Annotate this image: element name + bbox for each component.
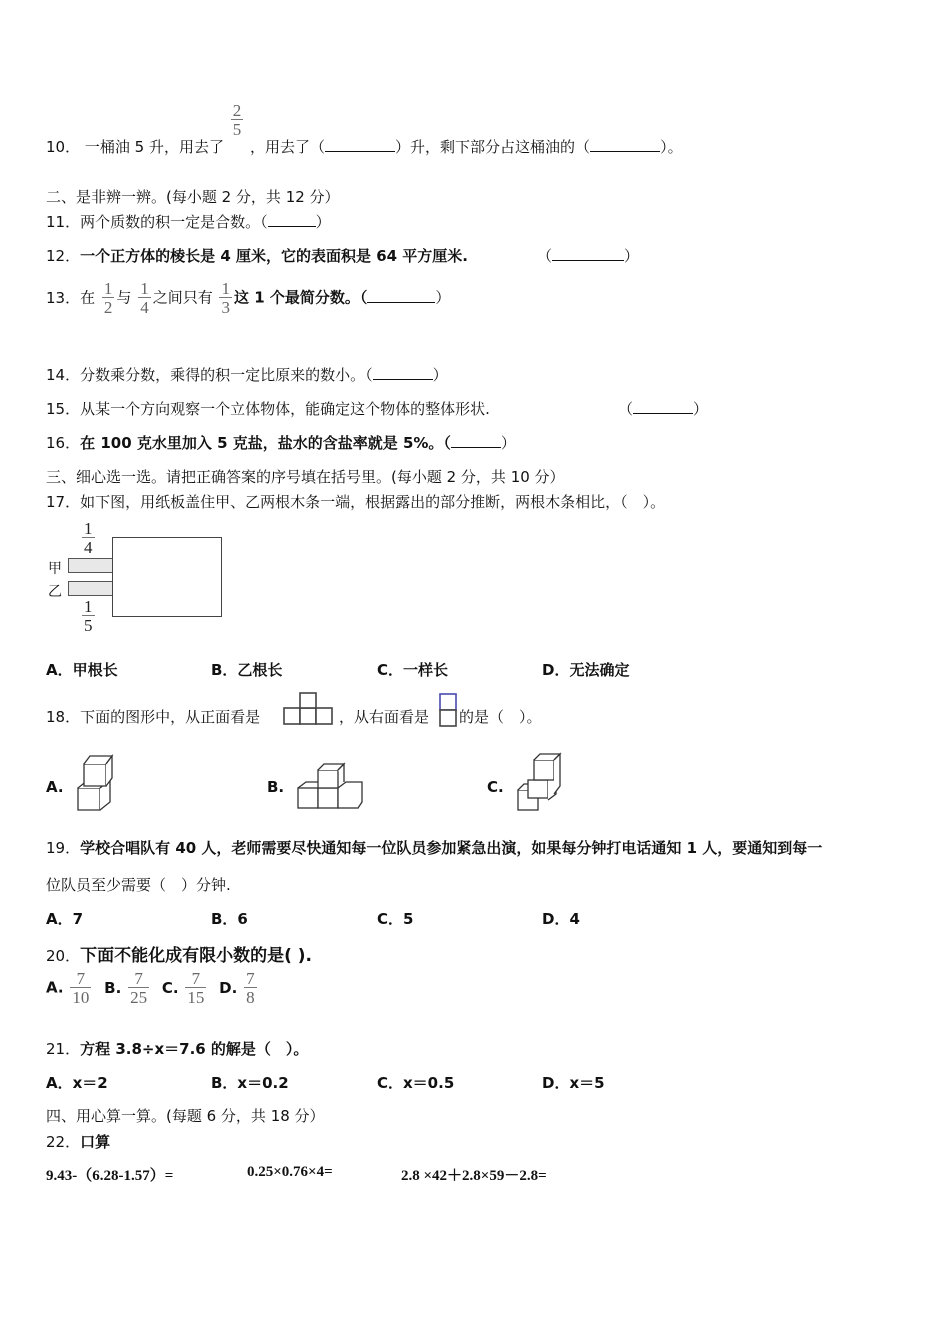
section-3-heading: 三、细心选一选。请把正确答案的序号填在括号里。(每小题 2 分，共 10 分） (46, 468, 565, 486)
question-11: 11．两个质数的积一定是合数。（ ） (46, 213, 331, 231)
q17-option-d[interactable]: D．无法确定 (542, 661, 630, 679)
answer-blank[interactable] (633, 399, 693, 414)
question-number: 10． (46, 137, 81, 156)
question-13: 13．在 $\frac{1}{2}$ 与 $\frac{1}{4}$ 之间只有 $\frac{1}{3}$ 这 1 个最简分数。（ ） (46, 279, 451, 317)
label-yi: 乙 (48, 584, 62, 600)
strip-jia (68, 558, 114, 573)
fraction-one-third: $\frac{1}{3}$ (221, 279, 230, 317)
answer-blank[interactable] (367, 288, 435, 303)
question-19-line2: 位队员至少需要（ ）分钟. (46, 876, 231, 894)
calc-item-2: 0.25×0.76×4= (247, 1164, 333, 1180)
fraction-7-10[interactable]: $\frac{7}{10}$ (72, 969, 90, 1007)
question-12-answer: （ ） (537, 247, 640, 265)
answer-blank[interactable] (590, 137, 660, 152)
right-view-icon (438, 692, 458, 728)
q17-option-c[interactable]: C．一样长 (377, 661, 449, 679)
question-text: 一桶油 5 升，用去了 (84, 137, 224, 156)
answer-blank[interactable] (325, 137, 395, 152)
fraction-one-fifth-label: $\frac{1}{5}$ (84, 597, 93, 635)
wood-strip-figure (46, 518, 236, 638)
section-4-heading: 四、用心算一算。(每题 6 分，共 18 分） (46, 1107, 325, 1125)
option-b-cubes-icon[interactable] (296, 762, 364, 812)
question-16: 16．在 100 克水里加入 5 克盐，盐水的含盐率就是 5%。（ ） (46, 434, 516, 452)
q20-option-b[interactable]: B. (104, 978, 122, 997)
fraction-one-quarter-label: $\frac{1}{4}$ (84, 519, 93, 557)
q19-option-c[interactable]: C．5 (377, 910, 414, 928)
question-17: 17．如下图，用纸板盖住甲、乙两根木条一端，根据露出的部分推断，两根木条相比，（ ）。 (46, 493, 666, 511)
question-12: 12．一个正方体的棱长是 4 厘米，它的表面积是 64 平方厘米. (46, 247, 468, 265)
option-c-cubes-icon[interactable] (516, 750, 564, 814)
section-2-heading: 二、是非辨一辨。(每小题 2 分，共 12 分） (46, 188, 340, 206)
fraction-7-15[interactable]: $\frac{7}{15}$ (187, 969, 205, 1007)
question-14: 14．分数乘分数，乘得的积一定比原来的数小。（ ） (46, 366, 448, 384)
fraction-two-fifths: $\frac{2}{5}$ (232, 101, 242, 139)
q18-option-a[interactable]: A. (46, 778, 64, 796)
q21-option-d[interactable]: D．x＝5 (542, 1074, 605, 1092)
question-10: 10． 一桶油 5 升，用去了 $\frac{2}{5}$ ，用去了（ ）升，剩下部分占这桶油的（ ）。 (46, 101, 683, 156)
q18-option-c[interactable]: C. (487, 778, 504, 796)
q17-option-b[interactable]: B．乙根长 (211, 661, 283, 679)
question-18: 18．下面的图形中，从正面看是 (46, 708, 261, 726)
question-20: 20．下面不能化成有限小数的是( ). (46, 946, 313, 966)
fraction-7-8[interactable]: $\frac{7}{8}$ (246, 969, 255, 1007)
answer-blank[interactable] (451, 433, 501, 448)
q17-option-a[interactable]: A．甲根长 (46, 661, 118, 679)
fraction-one-quarter: $\frac{1}{4}$ (140, 279, 149, 317)
q21-option-a[interactable]: A．x＝2 (46, 1074, 108, 1092)
calc-item-3: 2.8 ×42＋2.8×59－2.8= (401, 1168, 547, 1184)
q21-option-c[interactable]: C．x＝0.5 (377, 1074, 455, 1092)
q21-option-b[interactable]: B．x＝0.2 (211, 1074, 289, 1092)
fraction-one-half: $\frac{1}{2}$ (103, 279, 113, 317)
label-jia: 甲 (48, 561, 62, 577)
q20-options (46, 970, 259, 1006)
front-view-icon (282, 692, 336, 726)
q20-option-d[interactable]: D. (219, 978, 238, 997)
answer-blank[interactable] (552, 246, 624, 261)
question-18-mid: ，从右面看是 (339, 708, 430, 726)
q18-option-b[interactable]: B. (267, 778, 285, 796)
strip-yi (68, 581, 114, 596)
answer-blank[interactable] (373, 365, 433, 380)
option-a-cubes-icon[interactable] (76, 752, 116, 812)
cardboard-cover (112, 537, 222, 617)
q20-option-c[interactable]: C. (161, 978, 179, 997)
question-15: 15．从某一个方向观察一个立体物体，能确定这个物体的整体形状. (46, 400, 490, 418)
question-21: 21．方程 3.8÷x＝7.6 的解是（ ）。 (46, 1040, 309, 1058)
q19-option-a[interactable]: A．7 (46, 910, 84, 928)
q20-option-a[interactable]: A. (46, 978, 64, 997)
question-19-line1: 19．学校合唱队有 40 人，老师需要尽快通知每一位队员参加紧急出演，如果每分钟打电话通知 1 人，要通知到每一 (46, 839, 823, 857)
question-18-end: 的是（ ）。 (459, 708, 542, 726)
question-22: 22．口算 (46, 1133, 111, 1151)
fraction-7-25[interactable]: $\frac{7}{25}$ (130, 969, 148, 1007)
calc-item-1: 9.43-（6.28-1.57）= (46, 1168, 174, 1184)
q19-option-b[interactable]: B．6 (211, 910, 248, 928)
question-15-answer: （ ） (618, 400, 709, 418)
answer-blank[interactable] (268, 212, 316, 227)
q19-option-d[interactable]: D．4 (542, 910, 580, 928)
